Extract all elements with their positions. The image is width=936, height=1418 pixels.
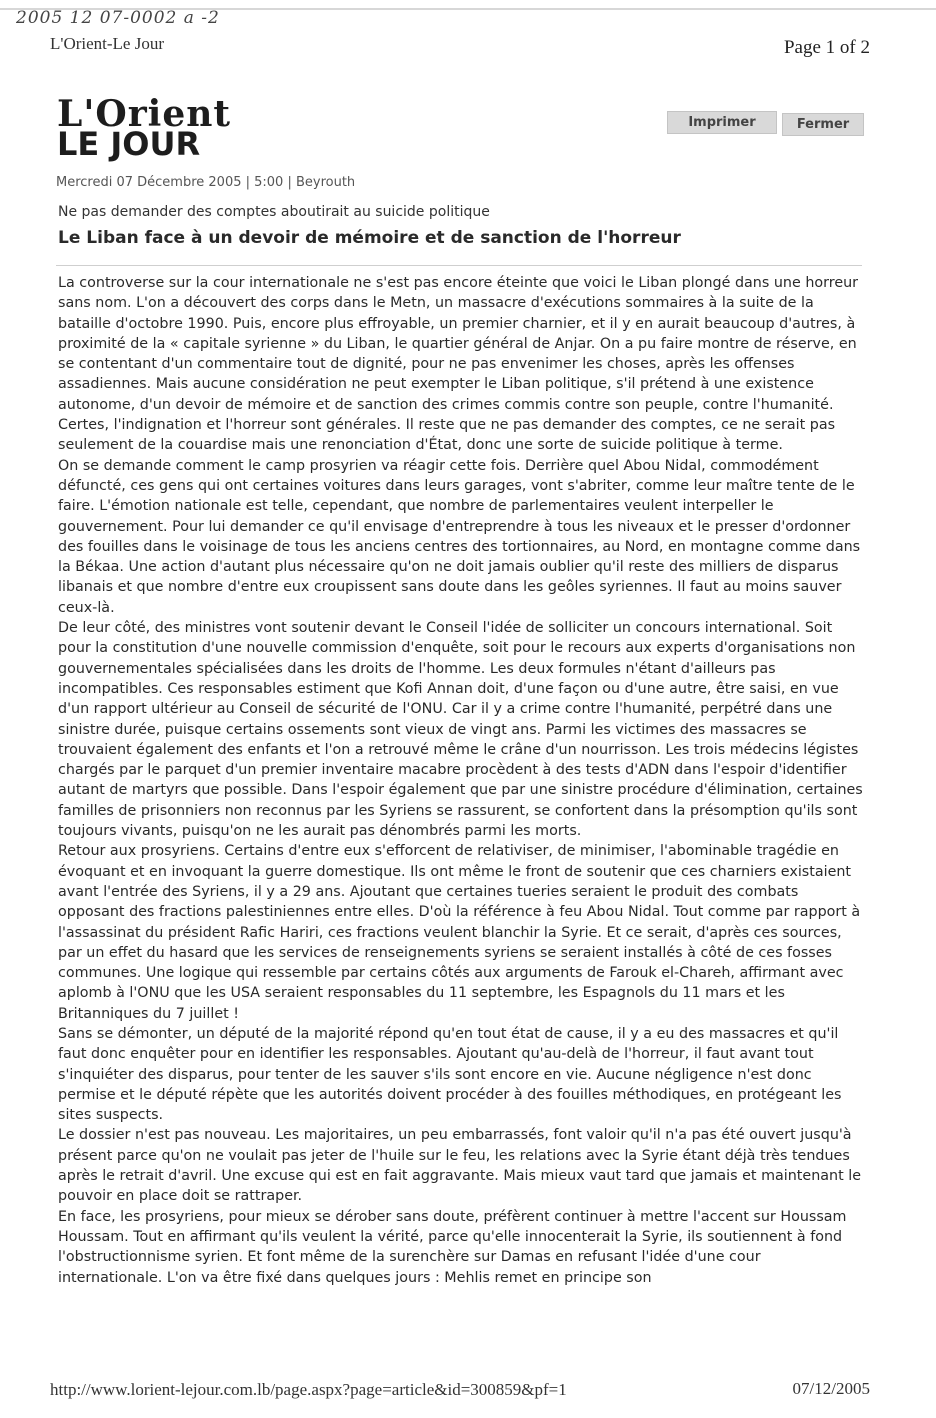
article-paragraph: En face, les prosyriens, pour mieux se dérober sans doute, préfèrent continuer à mettre l'accent sur Houssam Houssam. Tout en affirmant qu'ils veulent la vérité, parce qu'elle innocenterait la Syrie, ils soutiennent à fond l'obstructionnisme syrien. Et font même de la surenchère sur Damas en refusant l'idée d'une cour internationale. L'on va être fixé dans quelques jours : Mehlis remet en principe son <box>58 1208 847 1286</box>
print-footer-date: 07/12/2005 <box>792 1379 870 1398</box>
article-paragraph: De leur côté, des ministres vont soutenir devant le Conseil l'idée de solliciter un concours international. Soit pour la constitution d'une nouvelle commission d'enquête, soit pour le recours aux experts d'organisations non gouvernementales spécialisées dans les droits de l'homme. Les deux formules n'étant d'ailleurs pas incompatibles. Ces responsables estiment que Kofi Annan doit, d'une façon ou d'une autre, être saisi, en vue d'un rapport ultérieur au Conseil de sécurité de l'ONU. Car il y a crime contre l'humanité, perpétré dans une sinistre durée, puisque certains ossements sont vieux de vingt ans. Parmi les victimes des massacres se trouvaient également des enfants et l'on a retrouvé même le crâne d'un nourrisson. Les trois médecins légistes chargés par le parquet d'un premier inventaire macabre procèdent à des tests d'ADN dans l'espoir d'identifier autant de martyrs que possible. Dans l'espoir également que par une sinistre procédure d'élimination, certaines familles de prisonniers non reconnus par les Syriens se rassurent, se confortent dans la présomption qu'ils sont toujours vivants, puisqu'on ne les aurait pas dénombrés parmi les morts. <box>58 620 863 840</box>
article-paragraph: Sans se démonter, un député de la majorité répond qu'en tout état de cause, il y a eu des massacres et qu'il faut donc enquêter pour en identifier les responsables. Ajoutant qu'au-delà de l'horreur, il faut avant tout s'inquiéter des disparus, pour tenter de les sauver s'ils sont encore en vie. Aucune négligence n'est donc permise et le député répète que les autorités doivent procéder à des fouilles méthodiques, en protégeant les sites suspects. <box>58 1025 842 1124</box>
print-button[interactable]: Imprimer <box>667 111 777 134</box>
print-header-page-number: Page 1 of 2 <box>783 37 870 58</box>
article-dateline: Mercredi 07 Décembre 2005 | 5:00 | Beyrouth <box>56 175 356 190</box>
headline-divider <box>56 265 862 266</box>
logo-line-orient: L'Orient <box>57 93 232 135</box>
article-headline: Le Liban face à un devoir de mémoire et de sanction de l'horreur <box>58 228 681 248</box>
article-paragraph: Retour aux prosyriens. Certains d'entre eux s'efforcent de relativiser, de minimiser, l'abominable tragédie en évoquant et en invoquant la guerre domestique. Ils ont même le front de soutenir que ces charniers existaient avant l'entrée des Syriens, il y a 29 ans. Ajoutant que certaines tueries seraient le produit des combats opposant des fractions palestiniennes entre elles. D'où la référence à feu Abou Nidal. Tout comme par rapport à l'assassinat du président Rafic Hariri, ces fractions veulent blanchir la Syrie. Et ce serait, d'après ces sources, par un effet du hasard que les services de renseignements syriens se seraient installés à côté de ces fosses communes. Une logique qui ressemble par certains côtés aux arguments de Farouk el-Chareh, affirmant avec aplomb à l'ONU que les USA seraient responsables du 11 septembre, les Espagnols du 11 mars et les Britanniques du 7 juillet ! <box>58 843 861 1022</box>
article-paragraph: On se demande comment le camp prosyrien va réagir cette fois. Derrière quel Abou Nidal, commodément défuncté, ces gens qui ont certaines voitures dans leurs garages, vont s'abriter, comme leur maître tente de le faire. L'émotion nationale est telle, cependant, que nombre de parlementaires veulent interpeller le gouvernement. Pour lui demander ce qu'il envisage d'entreprendre à tous les niveaux et le presser d'ordonner des fouilles dans le voisinage de tous les anciens centres des tortionnaires, au Nord, en montagne comme dans la Békaa. Une action d'autant plus nécessaire qu'on ne doit jamais oublier qu'il reste des milliers de disparus libanais et que nombre d'entre eux croupissent sans doute dans les geôles syriennes. Il faut au moins sauver ceux-là. <box>58 457 861 616</box>
close-button[interactable]: Fermer <box>782 113 864 136</box>
article-paragraph: La controverse sur la cour internationale ne s'est pas encore éteinte que voici le Liban plongé dans une horreur sans nom. L'on a découvert des corps dans le Metn, un massacre d'exécutions sommaires à la suite de la bataille d'octobre 1990. Puis, encore plus effroyable, un premier charnier, et il y en aurait beaucoup d'autres, à proximité de la « capitale syrienne » du Liban, le quartier général de Anjar. On a pu faire montre de réserve, en se contentant d'un commentaire tout de dignité, pour ne pas envenimer les choses, après les offenses assadiennes. Mais aucune considération ne peut exempter le Liban politique, s'il prétend à une existence autonome, d'un devoir de mémoire et de sanction des crimes commis contre son peuple, contre l'humanité. Certes, l'indignation et l'horreur sont générales. Il reste que ne pas demander des comptes, ce ne serait pas seulement de la couardise mais une renonciation d'État, donc une sorte de suicide politique à terme. <box>58 275 859 454</box>
article-paragraph: Le dossier n'est pas nouveau. Les majoritaires, un peu embarrassés, font valoir qu'il n'a pas été ouvert jusqu'à présent parce qu'on ne voulait pas jeter de l'huile sur le feu, les relations avec la Syrie étant déjà très tendues après le retrait d'avril. Une excuse qui est en fait aggravante. Mais mieux vaut tard que jamais et maintenant le pouvoir en place doit se rattraper. <box>58 1127 861 1205</box>
logo-line-le-jour: LE JOUR <box>57 125 201 163</box>
article-body <box>58 273 866 1288</box>
article-kicker: Ne pas demander des comptes aboutirait au suicide politique <box>58 204 490 220</box>
print-header-source: L'Orient-Le Jour <box>50 34 164 53</box>
handwritten-reference-note: 2005 12 07-0002 a -2 <box>16 8 220 28</box>
newspaper-logo[interactable] <box>57 93 232 163</box>
print-footer-url: http://www.lorient-lejour.com.lb/page.aspx?page=article&id=300859&pf=1 <box>50 1380 567 1399</box>
